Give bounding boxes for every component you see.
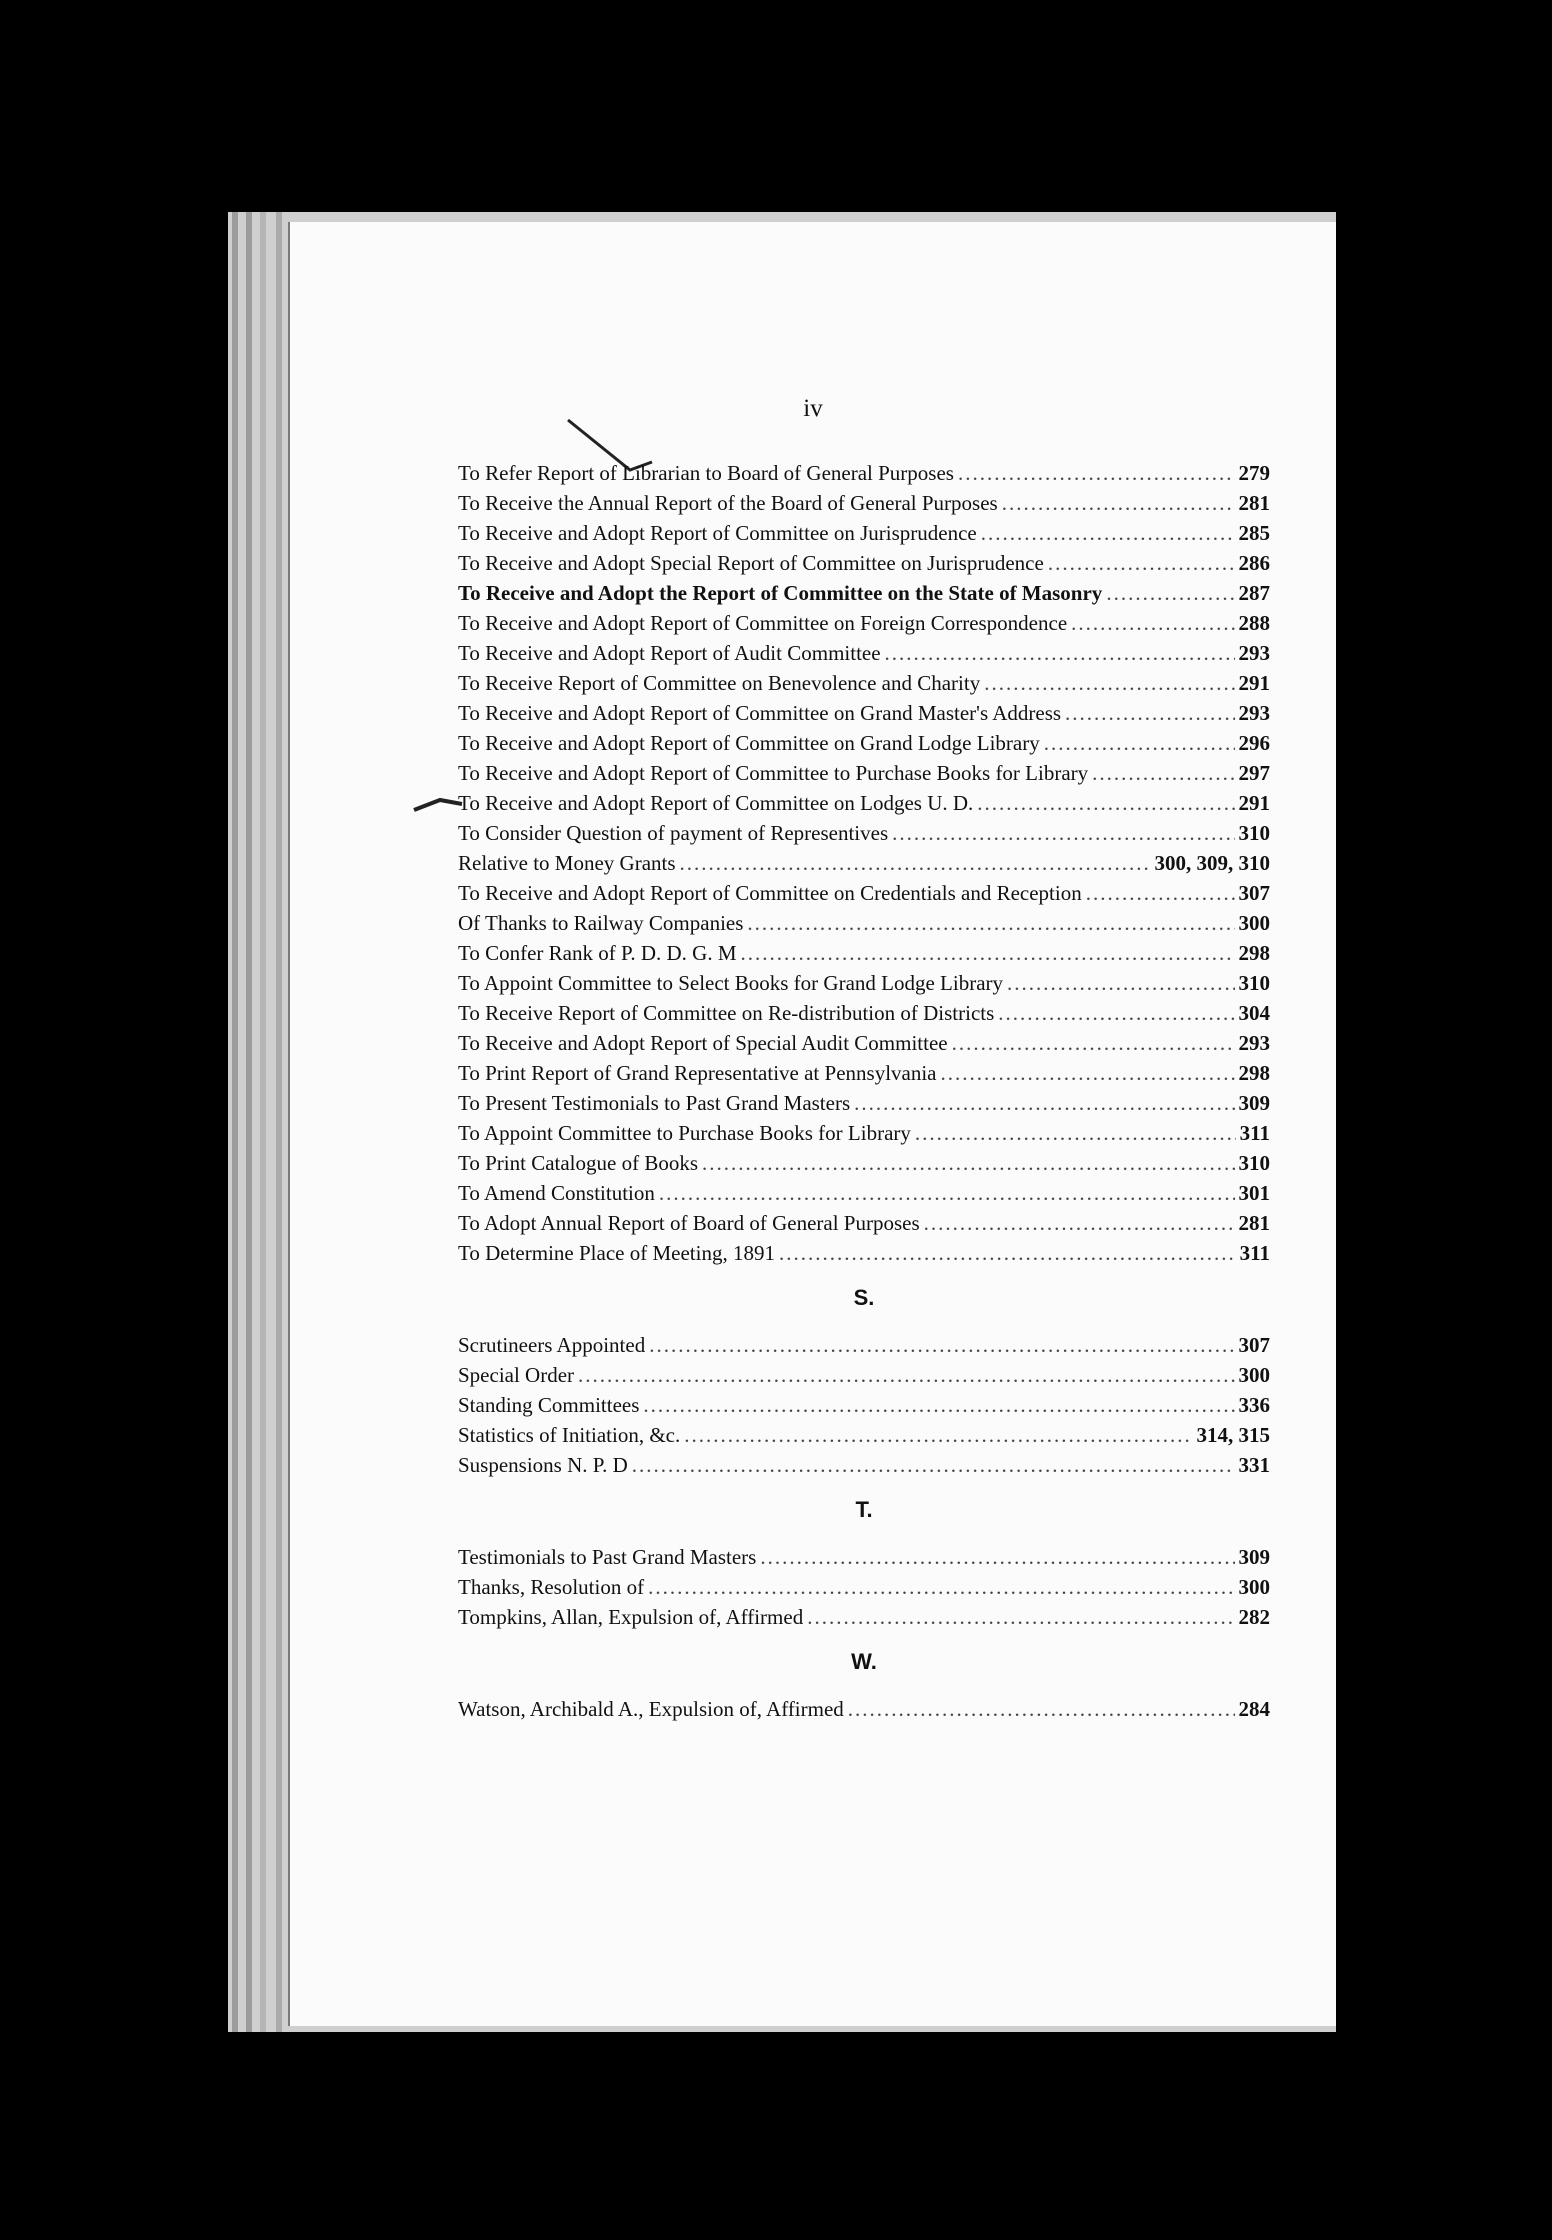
entry-page-numbers: 279 <box>1238 461 1270 485</box>
entry-page-numbers: 331 <box>1238 1453 1270 1477</box>
entry-text: To Receive the Annual Report of the Board of General Purposes <box>458 491 998 515</box>
entry-text: To Receive and Adopt Report of Audit Committee <box>458 641 881 665</box>
dot-leader <box>1007 968 1234 998</box>
section-letter: W. <box>851 1649 877 1674</box>
index-list <box>458 458 1270 1724</box>
index-entry <box>458 1058 1270 1088</box>
index-entry <box>458 1088 1270 1118</box>
dot-leader <box>747 908 1234 938</box>
index-entry <box>458 998 1270 1028</box>
index-entry <box>458 668 1270 698</box>
dot-leader <box>1044 728 1235 758</box>
dot-leader <box>848 1694 1235 1724</box>
index-entry <box>458 1238 1270 1268</box>
entry-text: To Receive and Adopt Report of Committee on Lodges U. D. <box>458 791 974 815</box>
entry-text: To Refer Report of Librarian to Board of General Purposes <box>458 461 954 485</box>
dot-leader <box>854 1088 1234 1118</box>
dot-leader <box>981 518 1235 548</box>
entry-page-numbers: 311 <box>1239 1241 1270 1265</box>
index-entry <box>458 1148 1270 1178</box>
entry-text: To Receive and Adopt Report of Committee to Purchase Books for Library <box>458 761 1089 785</box>
entry-page-numbers: 287 <box>1238 581 1270 605</box>
dot-leader <box>680 848 1151 878</box>
dot-leader <box>915 1118 1236 1148</box>
entry-page-numbers: 296 <box>1238 731 1270 755</box>
dot-leader <box>952 1028 1235 1058</box>
page-edge <box>232 212 238 2032</box>
dot-leader <box>977 788 1234 818</box>
dot-leader <box>998 998 1234 1028</box>
entry-page-numbers: 300 <box>1238 911 1270 935</box>
entry-page-numbers: 288 <box>1238 611 1270 635</box>
entry-page-numbers: 281 <box>1238 1211 1270 1235</box>
entry-page-numbers: 291 <box>1238 671 1270 695</box>
entry-page-numbers: 291 <box>1238 791 1270 815</box>
entry-text: To Receive and Adopt Report of Special Audit Committee <box>458 1031 948 1055</box>
entry-text: Scrutineers Appointed <box>458 1333 646 1357</box>
entry-text: To Receive Report of Committee on Re-distribution of Districts <box>458 1001 995 1025</box>
index-entry <box>458 1542 1270 1572</box>
entry-page-numbers: 300, 309, 310 <box>1154 851 1270 875</box>
entry-text: To Receive and Adopt Report of Committee on Grand Lodge Library <box>458 731 1040 755</box>
index-entry <box>458 788 1270 818</box>
dot-leader <box>958 458 1235 488</box>
dot-leader <box>648 1572 1234 1602</box>
entry-page-numbers: 293 <box>1238 641 1270 665</box>
entry-page-numbers: 282 <box>1238 1605 1270 1629</box>
entry-text: To Adopt Annual Report of Board of General Purposes <box>458 1211 920 1235</box>
entry-page-numbers: 293 <box>1238 701 1270 725</box>
entry-text: To Confer Rank of P. D. D. G. M <box>458 941 737 965</box>
page-edge <box>260 212 266 2032</box>
entry-page-numbers: 300 <box>1238 1363 1270 1387</box>
index-entry <box>458 1694 1270 1724</box>
index-entry <box>458 1360 1270 1390</box>
entry-page-numbers: 298 <box>1238 941 1270 965</box>
index-entry <box>458 728 1270 758</box>
dot-leader <box>702 1148 1234 1178</box>
dot-leader <box>741 938 1235 968</box>
entry-page-numbers: 310 <box>1238 1151 1270 1175</box>
index-entry <box>458 1572 1270 1602</box>
dot-leader <box>1106 578 1234 608</box>
dot-leader <box>684 1420 1192 1450</box>
index-entry <box>458 548 1270 578</box>
dot-leader <box>659 1178 1235 1208</box>
entry-page-numbers: 310 <box>1238 821 1270 845</box>
entry-text: To Amend Constitution <box>458 1181 655 1205</box>
dot-leader <box>924 1208 1235 1238</box>
entry-page-numbers: 281 <box>1238 491 1270 515</box>
entry-text: Suspensions N. P. D <box>458 1453 628 1477</box>
index-entry <box>458 848 1270 878</box>
entry-text: To Receive and Adopt Report of Committee on Jurisprudence <box>458 521 977 545</box>
index-entry <box>458 1390 1270 1420</box>
entry-text: Tompkins, Allan, Expulsion of, Affirmed <box>458 1605 804 1629</box>
dot-leader <box>941 1058 1235 1088</box>
index-entry <box>458 608 1270 638</box>
index-entry <box>458 488 1270 518</box>
entry-text: To Receive and Adopt Report of Committee on Foreign Correspondence <box>458 611 1068 635</box>
index-entry <box>458 758 1270 788</box>
entry-text: To Receive Report of Committee on Benevolence and Charity <box>458 671 981 695</box>
entry-text: To Receive and Adopt the Report of Committee on the State of Masonry <box>458 581 1103 605</box>
dot-leader <box>807 1602 1234 1632</box>
index-entry <box>458 968 1270 998</box>
dot-leader <box>984 668 1234 698</box>
dot-leader <box>1002 488 1235 518</box>
index-entry <box>458 638 1270 668</box>
entry-page-numbers: 309 <box>1238 1091 1270 1115</box>
entry-page-numbers: 285 <box>1238 521 1270 545</box>
entry-page-numbers: 286 <box>1238 551 1270 575</box>
dot-leader <box>1071 608 1234 638</box>
dot-leader <box>885 638 1235 668</box>
entry-page-numbers: 314, 315 <box>1196 1423 1270 1447</box>
entry-text: Standing Committees <box>458 1393 640 1417</box>
index-entry <box>458 1028 1270 1058</box>
entry-text: Relative to Money Grants <box>458 851 676 875</box>
entry-page-numbers: 301 <box>1238 1181 1270 1205</box>
entry-text: To Print Catalogue of Books <box>458 1151 699 1175</box>
entry-text: To Determine Place of Meeting, 1891 <box>458 1241 775 1265</box>
entry-text: Watson, Archibald A., Expulsion of, Affirmed <box>458 1697 844 1721</box>
index-entry <box>458 1330 1270 1360</box>
entry-page-numbers: 309 <box>1238 1545 1270 1569</box>
entry-text: Special Order <box>458 1363 575 1387</box>
entry-page-numbers: 293 <box>1238 1031 1270 1055</box>
entry-page-numbers: 297 <box>1238 761 1270 785</box>
index-entry <box>458 698 1270 728</box>
index-entry <box>458 878 1270 908</box>
index-entry <box>458 1602 1270 1632</box>
dot-leader <box>760 1542 1234 1572</box>
entry-text: Statistics of Initiation, &c. <box>458 1423 681 1447</box>
index-entry <box>458 458 1270 488</box>
entry-page-numbers: 311 <box>1239 1121 1270 1145</box>
index-entry <box>458 1450 1270 1480</box>
index-entry <box>458 1208 1270 1238</box>
index-entry <box>458 1420 1270 1450</box>
entry-text: To Present Testimonials to Past Grand Masters <box>458 1091 851 1115</box>
section-letter: S. <box>853 1285 875 1310</box>
entry-page-numbers: 304 <box>1238 1001 1270 1025</box>
entry-text: Thanks, Resolution of <box>458 1575 645 1599</box>
index-entry <box>458 518 1270 548</box>
entry-text: To Receive and Adopt Report of Committee on Grand Master's Address <box>458 701 1062 725</box>
dot-leader <box>779 1238 1236 1268</box>
index-entry <box>458 578 1270 608</box>
entry-page-numbers: 310 <box>1238 971 1270 995</box>
index-page <box>290 222 1336 2026</box>
dot-leader <box>632 1450 1235 1480</box>
entry-page-numbers: 300 <box>1238 1575 1270 1599</box>
page-edge <box>246 212 252 2032</box>
index-entry <box>458 1118 1270 1148</box>
dot-leader <box>1065 698 1234 728</box>
index-entry <box>458 938 1270 968</box>
entry-page-numbers: 298 <box>1238 1061 1270 1085</box>
entry-text: Of Thanks to Railway Companies <box>458 911 744 935</box>
dot-leader <box>643 1390 1234 1420</box>
entry-page-numbers: 284 <box>1238 1697 1270 1721</box>
index-entry <box>458 1178 1270 1208</box>
page-number: iv <box>803 395 823 422</box>
entry-page-numbers: 307 <box>1238 1333 1270 1357</box>
entry-text: To Appoint Committee to Purchase Books for Library <box>458 1121 911 1145</box>
entry-page-numbers: 336 <box>1238 1393 1270 1417</box>
dot-leader <box>892 818 1234 848</box>
index-entry <box>458 818 1270 848</box>
page-edge <box>276 212 282 2032</box>
entry-text: To Receive and Adopt Special Report of Committee on Jurisprudence <box>458 551 1044 575</box>
dot-leader <box>1086 878 1235 908</box>
entry-text: Testimonials to Past Grand Masters <box>458 1545 757 1569</box>
index-entry <box>458 908 1270 938</box>
entry-text: To Appoint Committee to Select Books for Grand Lodge Library <box>458 971 1004 995</box>
section-letter: T. <box>855 1497 873 1522</box>
entry-text: To Consider Question of payment of Representives <box>458 821 889 845</box>
entry-page-numbers: 307 <box>1238 881 1270 905</box>
dot-leader <box>1092 758 1234 788</box>
entry-text: To Print Report of Grand Representative at Pennsylvania <box>458 1061 937 1085</box>
dot-leader <box>1048 548 1235 578</box>
entry-text: To Receive and Adopt Report of Committee on Credentials and Reception <box>458 881 1082 905</box>
dot-leader <box>649 1330 1234 1360</box>
dot-leader <box>578 1360 1234 1390</box>
